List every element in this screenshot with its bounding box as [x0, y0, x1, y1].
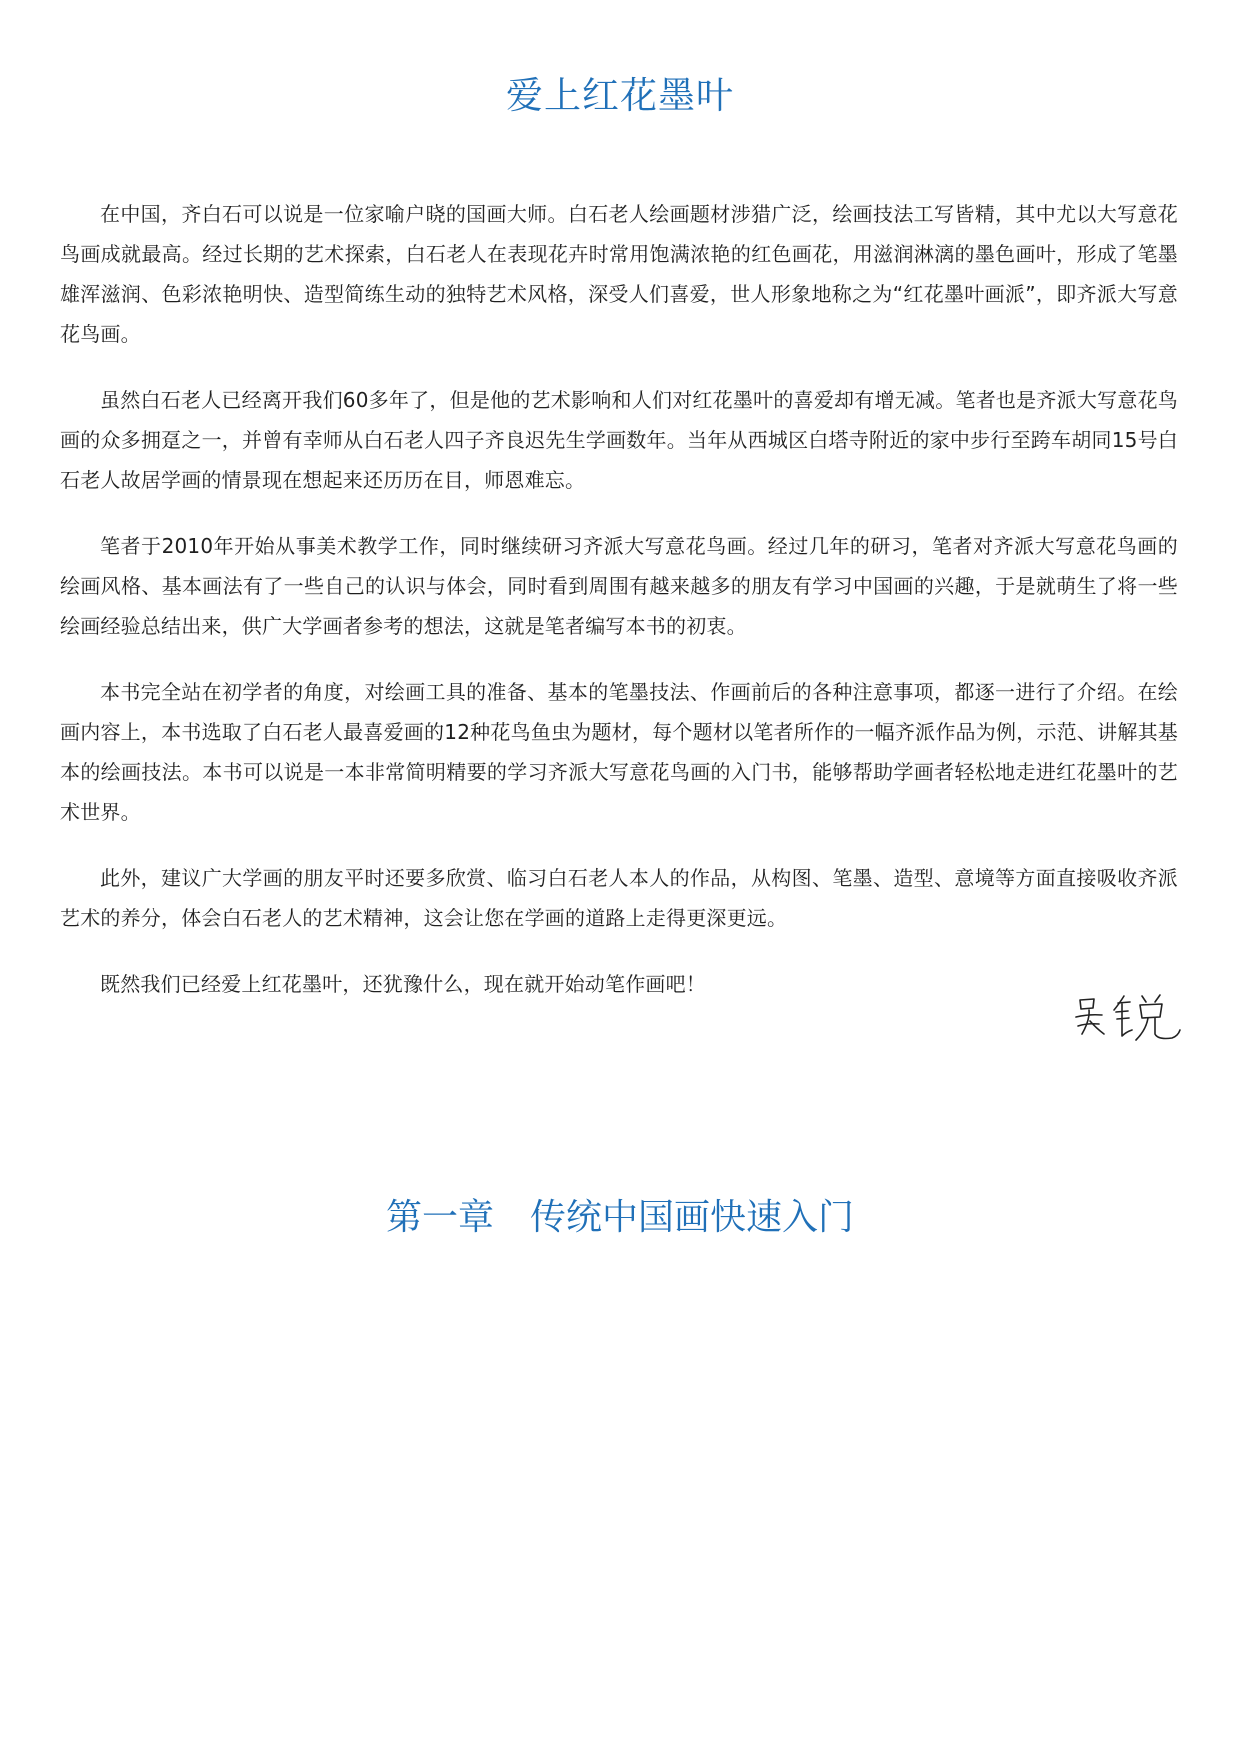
paragraph: 本书完全站在初学者的角度，对绘画工具的准备、基本的笔墨技法、作画前后的各种注意事项，都逐一进行了介绍。在绘画内容上，本书选取了白石老人最喜爱画的12种花鸟鱼虫为题材，每个题材以笔者所作的一幅齐派作品为例，示范、讲解其基本的绘画技法。本书可以说是一本非常简明精要的学习齐派大写意花鸟画的入门书，能够帮助学画者轻松地走进红花墨叶的艺术世界。	[60, 680, 1178, 824]
paragraph: 笔者于2010年开始从事美术教学工作，同时继续研习齐派大写意花鸟画。经过几年的研习，笔者对齐派大写意花鸟画的绘画风格、基本画法有了一些自己的认识与体会，同时看到周围有越来越多的朋友有学习中国画的兴趣，于是就萌生了将一些绘画经验总结出来，供广大学画者参考的想法，这就是笔者编写本书的初衷。	[60, 534, 1178, 638]
paragraph: 在中国，齐白石可以说是一位家喻户晓的国画大师。白石老人绘画题材涉猎广泛，绘画技法工写皆精，其中尤以大写意花鸟画成就最高。经过长期的艺术探索，白石老人在表现花卉时常用饱满浓艳的红色画花，用滋润淋漓的墨色画叶，形成了笔墨雄浑滋润、色彩浓艳明快、造型简练生动的独特艺术风格，深受人们喜爱，世人形象地称之为“红花墨叶画派”，即齐派大写意花鸟画。	[60, 202, 1178, 346]
paragraph: 虽然白石老人已经离开我们60多年了，但是他的艺术影响和人们对红花墨叶的喜爱却有增无减。笔者也是齐派大写意花鸟画的众多拥趸之一，并曾有幸师从白石老人四子齐良迟先生学画数年。当年从西城区白塔寺附近的家中步行至跨车胡同15号白石老人故居学画的情景现在想起来还历历在目，师恩难忘。	[60, 388, 1178, 492]
preface-body	[60, 194, 1178, 1030]
paragraph: 既然我们已经爱上红花墨叶，还犹豫什么，现在就开始动笔作画吧！	[100, 972, 706, 996]
handwritten-signature	[1072, 990, 1192, 1050]
paragraph: 此外，建议广大学画的朋友平时还要多欣赏、临习白石老人本人的作品，从构图、笔墨、造型、意境等方面直接吸收齐派艺术的养分，体会白石老人的艺术精神，这会让您在学画的道路上走得更深更远。	[60, 866, 1178, 930]
chapter-title: 第一章 传统中国画快速入门	[385, 1197, 854, 1238]
page-title: 爱上红花墨叶	[506, 74, 734, 117]
